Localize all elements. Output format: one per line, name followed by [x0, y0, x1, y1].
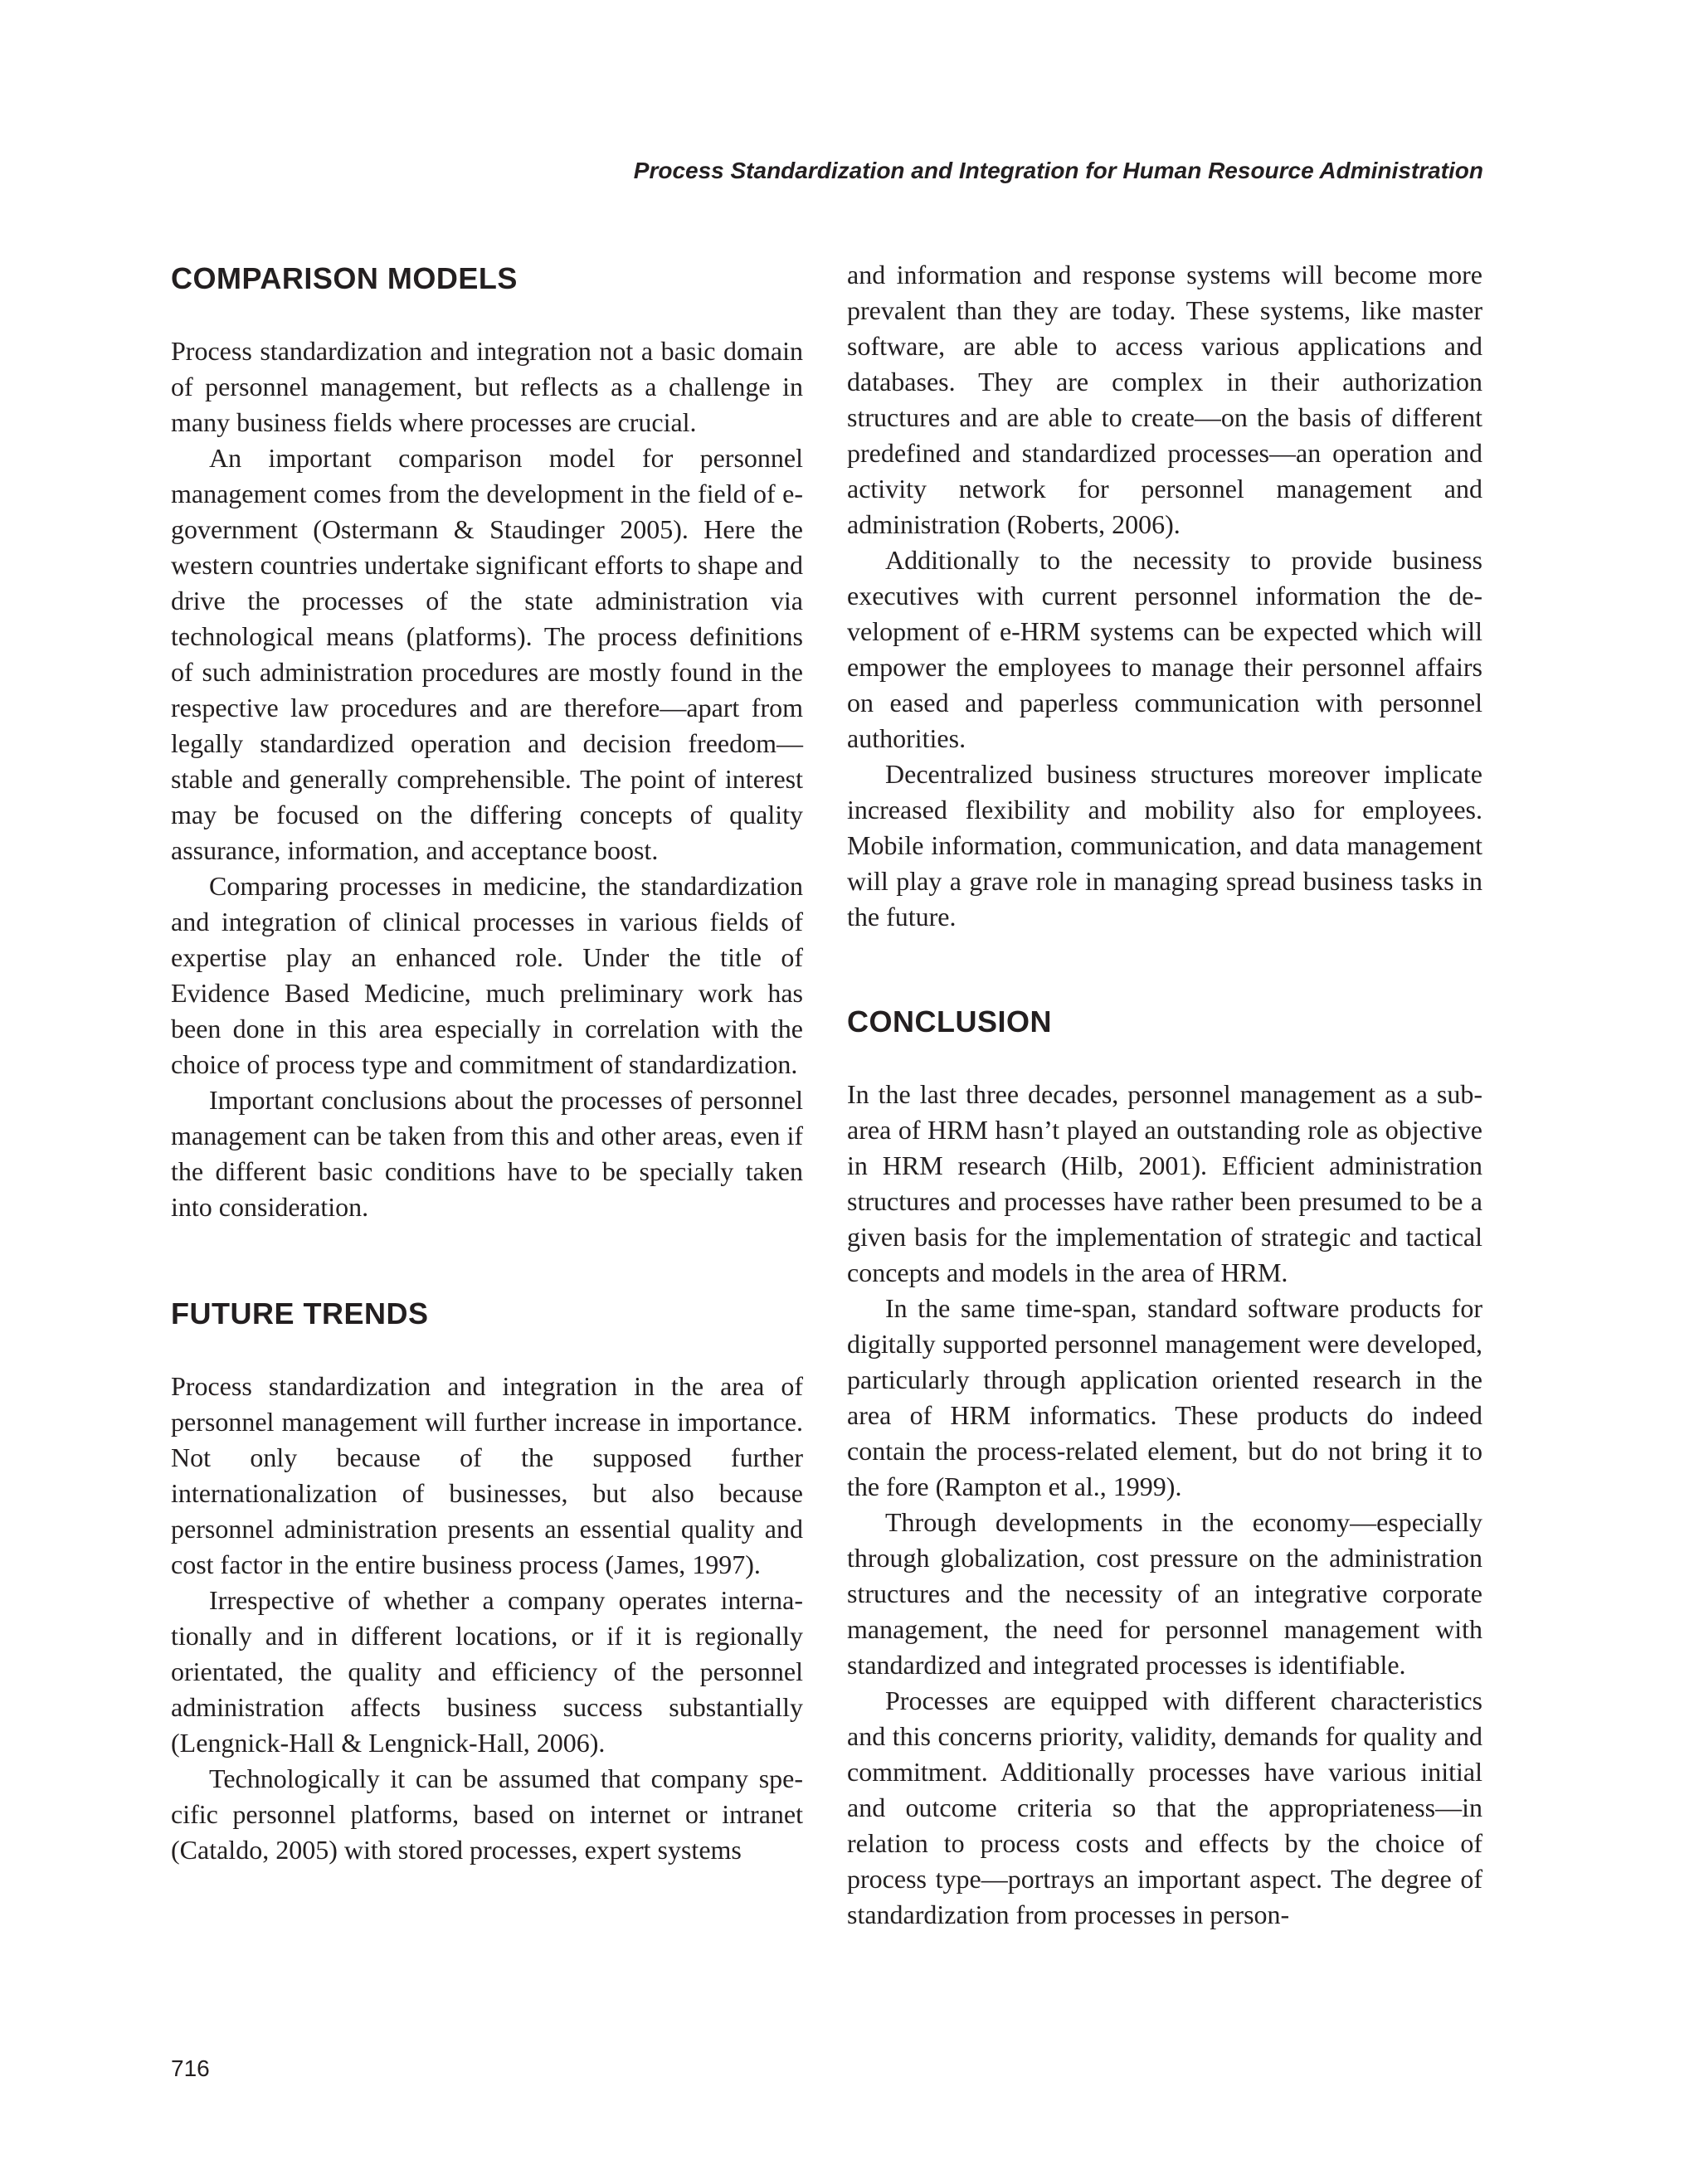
paragraph: Irrespective of whether a company operates internationally and in different locations, or if it is regionally orientated, the quality and efficiency of the personnel administration affects business success substantially (Lengnick-Hall & Lengnick-Hall, 2006). [171, 1585, 803, 1758]
running-head: Process Standardization and Integration for Human Resource Administration [633, 158, 1483, 183]
heading-comparison-models: COMPARISON MODELS [171, 261, 518, 295]
heading-future-trends: FUTURE TRENDS [171, 1296, 429, 1330]
paragraph: Additionally to the necessity to provide business executives with current personnel information the development of e-HRM systems can be expected which will empower the employees to manage their personnel affairs on eased and paperless communication with personnel authorities. [847, 545, 1482, 753]
right-column [847, 257, 1482, 1933]
paragraph: and information and response systems will become more prevalent than they are today. These systems, like master software, are able to access various applications and databases. They are complex in their authorization structures and are able to create—on the basis of different predefined and standardized processes—an operation and activity network for personnel management and administration (Roberts, 2006). [847, 260, 1482, 539]
paragraph: Through developments in the economy—especially through globalization, cost pressure on the administration structures and the necessity of an integrative corporate management, the need for personnel management with standardized and integrated processes is identifiable. [847, 1507, 1482, 1680]
paragraph: Comparing processes in medicine, the standardization and integration of clinical processes in various fields of expertise play an enhanced role. Under the title of Evidence Based Medicine, much preliminary work has been done in this area especially in correlation with the choice of process type and commitment of standardization. [171, 871, 803, 1079]
paragraph: In the last three decades, personnel management as a sub-area of HRM hasn’t played an outstanding role as objective in HRM research (Hilb, 2001). Efficient administration structures and processes have rather been presumed to be a given basis for the implementation of strategic and tactical concepts and models in the area of HRM. [847, 1079, 1482, 1287]
paragraph: An important comparison model for personnel management comes from the development in the field of e-government (Ostermann & Staudinger 2005). Here the western countries undertake significant efforts to shape and drive the processes of the state administration via technological means (platforms). The process definitions of such administration procedures are mostly found in the respective law procedures and are therefore—apart from legally standardized operation and decision freedom—stable and generally comprehensible. The point of interest may be focused on the differing concepts of quality assurance, information, and acceptance boost. [171, 443, 803, 865]
paragraph: Decentralized business structures moreover implicate increased flexibility and mobility also for employees. Mobile information, communication, and data management will play a grave role in managing spread business tasks in the future. [847, 759, 1482, 931]
paragraph: Processes are equipped with different characteristics and this concerns priority, validity, demands for quality and commitment. Additionally processes have various initial and outcome criteria so that the appropriateness—in relation to process costs and effects by the choice of process type—portrays an important aspect. The degree of standardization from processes in person- [847, 1685, 1482, 1929]
left-column [171, 257, 803, 1868]
heading-conclusion: CONCLUSION [847, 1004, 1052, 1038]
paragraph: Process standardization and integration not a basic domain of personnel management, but reflects as a challenge in many business fields where processes are crucial. [171, 336, 803, 437]
paragraph: Process standardization and integration in the area of personnel management will further increase in importance. Not only because of the supposed further internationalization of businesses, but also because personnel administration presents an essential quality and cost factor in the entire business process (James, 1997). [171, 1371, 803, 1579]
paragraph: Technologically it can be assumed that company specific personnel platforms, based on internet or intranet (Cataldo, 2005) with stored processes, expert systems [171, 1763, 803, 1865]
page-number: 716 [171, 2055, 210, 2081]
paragraph: Important conclusions about the processes of personnel management can be taken from this and other areas, even if the different basic conditions have to be specially taken into consideration. [171, 1085, 803, 1222]
paragraph: In the same time-span, standard software products for digitally supported personnel management were developed, particularly through application oriented research in the area of HRM informatics. These products do indeed contain the process-related element, but do not bring it to the fore (Rampton et al., 1999). [847, 1293, 1482, 1501]
